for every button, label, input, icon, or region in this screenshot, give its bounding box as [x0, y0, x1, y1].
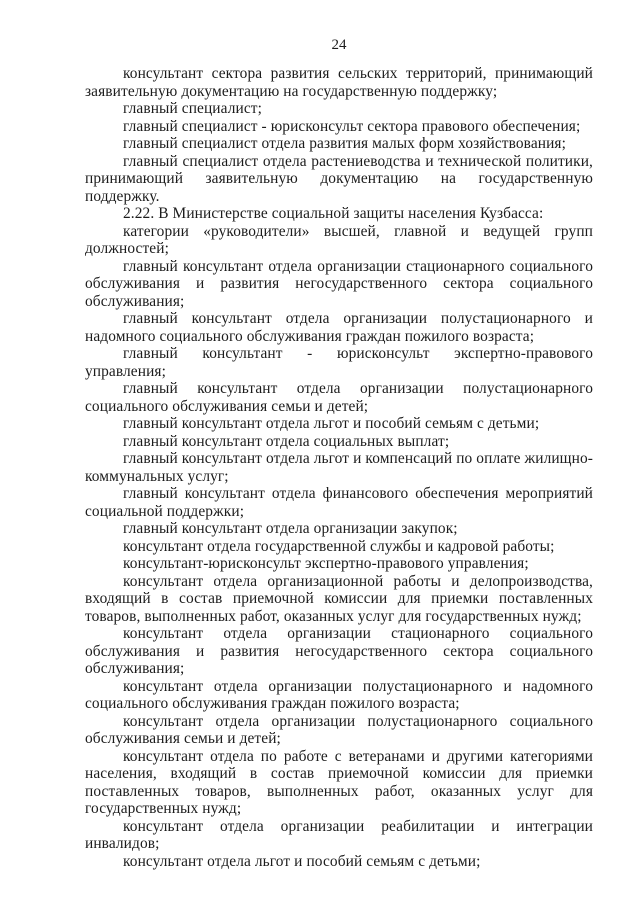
paragraph: главный консультант отдела финансового обеспечения мероприятий социальной поддержки; [85, 485, 593, 520]
paragraph: главный специалист отдела развития малых форм хозяйствования; [123, 135, 566, 152]
paragraph: главный консультант отдела организации стационарного социального обслуживания и развития негосударственного сектора социального обслуживания; [85, 257, 593, 310]
paragraph: консультант-юрисконсульт экспертно-правового управления; [123, 555, 529, 572]
paragraph: главный консультант - юрисконсульт экспертно-правового управления; [85, 345, 593, 380]
paragraph: консультант отдела государственной службы и кадровой работы; [123, 537, 555, 555]
page-number: 24 [331, 37, 347, 53]
paragraph: категории «руководители» высшей, главной и ведущей групп должностей; [85, 222, 593, 257]
paragraph: консультант отдела организации реабилитации и интеграции инвалидов; [85, 817, 593, 852]
paragraph: консультант отдела льгот и пособий семьям с детьми; [123, 852, 481, 870]
paragraph: главный консультант отдела льгот и компенсаций по оплате жилищно-коммунальных услуг; [85, 450, 593, 485]
paragraph: главный специалист отдела растениеводства и технической политики, принимающий заявительную документацию на государственную поддержку. [85, 152, 593, 205]
paragraph: главный консультант отдела организации полустационарного и надомного социального обслуживания граждан пожилого возраста; [85, 310, 593, 345]
paragraph: главный специалист - юрисконсульт сектора правового обеспечения; [123, 117, 581, 135]
paragraph: главный специалист; [123, 100, 262, 117]
document-body [85, 65, 593, 870]
paragraph: главный консультант отдела организации закупок; [123, 520, 458, 537]
paragraph: консультант отдела организации полустационарного и надомного социального обслуживания граждан пожилого возраста; [85, 677, 593, 712]
paragraph: главный консультант отдела социальных выплат; [123, 432, 450, 450]
paragraph: консультант отдела организации стационарного социального обслуживания и развития негосударственного сектора социального обслуживания; [85, 625, 593, 677]
paragraph: главный консультант отдела организации полустационарного социального обслуживания семьи и детей; [85, 380, 593, 415]
paragraph: консультант отдела по работе с ветеранами и другими категориями населения, входящий в состав приемочной комиссии для приемки поставленных товаров, выполненных работ, оказанных услуг для государственных нужд; [85, 747, 593, 817]
paragraph: 2.22. В Министерстве социальной защиты населения Кузбасса: [123, 205, 544, 222]
paragraph: консультант отдела организации полустационарного социального обслуживания семьи и детей; [85, 712, 593, 747]
paragraph: консультант отдела организационной работы и делопроизводства, входящий в состав приемочной комиссии для приемки поставленных товаров, выполненных работ, оказанных услуг для государственных нужд; [85, 572, 593, 625]
paragraph: консультант сектора развития сельских территорий, принимающий заявительную документацию на государственную поддержку; [85, 65, 593, 100]
paragraph: главный консультант отдела льгот и пособий семьям с детьми; [123, 415, 540, 432]
